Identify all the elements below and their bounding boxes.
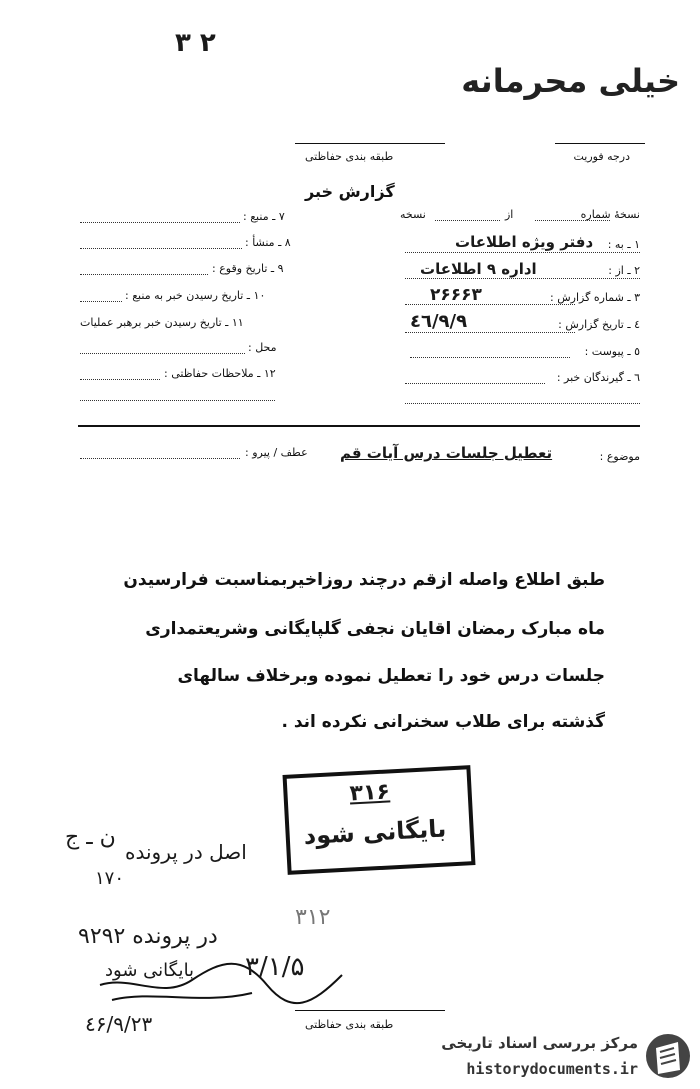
signature-number: ۳/۱/۵ — [245, 952, 305, 982]
field-place-label: محل : — [248, 341, 277, 354]
field-from-dots — [405, 278, 640, 279]
urgency-label: درجه فوریت — [573, 150, 630, 163]
field-attachment-dots — [410, 357, 570, 358]
body-line-2: ماه مبارک رمضان اقایان نجفی گلپایگانی وشریعتمداری — [145, 619, 605, 639]
signature-text: بایگانی شود — [105, 960, 195, 981]
field-report-date-value: ٤٦/۹/۹ — [410, 311, 468, 332]
annotation-bottom-date: ٤۶/۹/۲۳ — [85, 1012, 153, 1036]
top-handwriting: خیلی محرمانه — [461, 62, 680, 100]
field-event-date-label: ۹ ـ تاریخ وقوع : — [212, 262, 284, 275]
classification-label-top: طبقه بندی حفاظتی — [305, 150, 394, 163]
top-marks: ۳ ۲ — [175, 28, 216, 58]
body-line-3: جلسات درس خود را تعطیل نموده وبرخلاف سالهای — [177, 666, 605, 686]
field-attachment-label: ٥ ـ پیوست : — [584, 345, 640, 358]
field-source-receipt-label: ۱۰ ـ تاریخ رسیدن خبر به منبع : — [125, 289, 266, 302]
footer-classification-line — [295, 1010, 445, 1011]
field-recipients-dots-2 — [405, 403, 640, 404]
form-title: گزارش خبر — [305, 182, 395, 201]
urgency-line — [555, 143, 645, 144]
stamp-number: ۳۱۶ — [348, 779, 391, 807]
ref-dots — [80, 458, 240, 459]
annotation-mid-mark: ۳۱۲ — [295, 905, 331, 930]
field-origin-label: ۸ ـ منشأ : — [245, 236, 291, 249]
annotation-file-note: در پرونده ۹۲۹۲ — [78, 924, 218, 949]
field-to-value: دفتر ویژه اطلاعات — [455, 233, 594, 251]
logo-url: historydocuments.ir — [466, 1060, 638, 1078]
field-source-label: ۷ ـ منبع : — [243, 210, 285, 223]
field-recipients-dots — [405, 383, 545, 384]
copy-from-dots — [435, 220, 500, 221]
copy-number-label: نسخهٔ شماره — [580, 208, 640, 221]
field-origin-dots — [80, 248, 242, 249]
ref-label: عطف / پیرو : — [245, 446, 308, 459]
field-protection-notes-label: ۱۲ ـ ملاحظات حفاظتی : — [164, 367, 276, 380]
body-line-4: گذشته برای طلاب سخنرانی نکرده اند . — [281, 712, 605, 732]
field-report-date-label: ٤ ـ تاریخ گزارش : — [558, 318, 640, 331]
field-source-dots — [80, 222, 240, 223]
field-report-date-dots — [405, 332, 575, 333]
stamp-text: بایگانی شود — [302, 814, 447, 850]
subject-value: تعطیل جلسات درس آیات قم — [340, 444, 553, 462]
annotation-original-in-file: اصل در پرونده — [125, 840, 247, 864]
watermark-logo — [415, 1024, 700, 1089]
logo-title: مرکز بررسی اسناد تاریخی — [441, 1034, 638, 1052]
field-report-number-dots — [405, 304, 575, 305]
field-from-label: ۲ ـ از : — [608, 264, 640, 277]
field-source-receipt-dots — [80, 301, 122, 302]
body-line-1: طبق اطلاع واصله ازقم درچند روزاخیربمناسبت فرارسیدن — [123, 570, 605, 590]
field-to-dots — [405, 252, 640, 253]
field-protection-notes-dots-2 — [80, 400, 275, 401]
field-event-date-dots — [80, 274, 208, 275]
archive-stamp — [283, 765, 476, 875]
field-report-number-label: ۳ ـ شماره گزارش : — [550, 291, 640, 304]
classification-line — [295, 143, 445, 144]
field-place-dots — [80, 353, 245, 354]
field-ops-receipt-label: ۱۱ ـ تاریخ رسیدن خبر برهبر عملیات — [80, 316, 244, 329]
field-recipients-label: ٦ ـ گیرندگان خبر : — [556, 371, 640, 384]
copy-number-dots — [535, 220, 610, 221]
subject-label: موضوع : — [599, 450, 640, 463]
copy-from-label: از — [505, 208, 514, 221]
annotation-initials: ن ـ ج — [65, 825, 116, 850]
field-from-value: اداره ۹ اطلاعات — [420, 260, 537, 278]
copy-of-label: نسخه — [400, 208, 426, 221]
logo-icon — [644, 1030, 692, 1082]
footer-classification-label: طبقه بندی حفاظتی — [305, 1018, 394, 1031]
section-divider — [78, 425, 640, 427]
field-report-number-value: ۲۶۶۶۳ — [430, 285, 482, 305]
field-protection-notes-dots — [80, 379, 160, 380]
field-to-label: ۱ ـ به : — [607, 238, 640, 251]
annotation-number: ۱۷۰ — [95, 868, 125, 889]
